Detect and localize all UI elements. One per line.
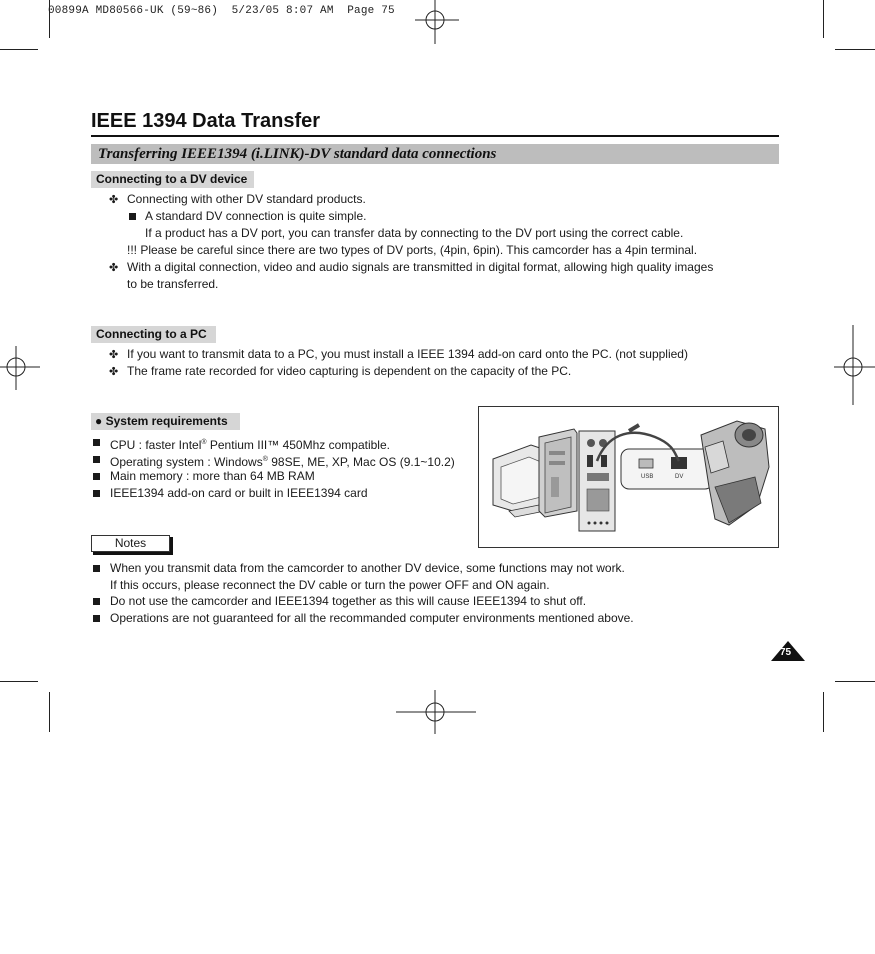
print-slug: 00899A MD80566-UK (59~86) 5/23/05 8:07 AM Page 75 [48,5,395,17]
cross-bullet-icon: ✤ [109,366,119,378]
note-line: If this occurs, please reconnect the DV cable or turn the power OFF and ON again. [110,578,550,592]
crop-mark [835,681,875,682]
text-line: With a digital connection, video and audio signals are transmitted in digital format, allowing high quality images [127,260,714,274]
text-line: to be transferred. [127,277,219,291]
pc-tower-icon [539,429,577,517]
circle-bullet-icon: ● [95,414,103,428]
square-bullet-icon [93,473,100,480]
section-label-dv: Connecting to a DV device [91,171,254,188]
cross-bullet-icon: ✤ [109,194,119,206]
crop-mark [49,692,50,732]
square-bullet-icon [93,456,100,463]
square-bullet-icon [93,615,100,622]
square-bullet-icon [93,439,100,446]
connection-illustration [478,406,779,548]
cross-bullet-icon: ✤ [109,262,119,274]
page-title: IEEE 1394 Data Transfer [91,110,321,132]
text-line: If a product has a DV port, you can transfer data by connecting to the DV port using the correct cable. [145,226,684,240]
port-callout-icon [621,449,713,489]
crop-mark [835,49,875,50]
requirement-memory: Main memory : more than 64 MB RAM [110,469,315,483]
section-label-text: System requirements [105,414,228,428]
rear-panel-icon [579,431,615,531]
text-line: Connecting with other DV standard products. [127,192,366,206]
crop-mark [823,0,824,38]
title-rule [91,135,779,137]
registration-mark-icon [415,0,459,44]
requirement-os: Operating system : Windows® 98SE, ME, XP, Mac OS (9.1~10.2) [110,455,455,469]
text-line: The frame rate recorded for video capturing is dependent on the capacity of the PC. [127,364,572,378]
usb-port-label: USB [641,474,654,480]
square-bullet-icon [93,490,100,497]
registration-mark-icon [834,325,875,405]
crop-mark [0,681,38,682]
registration-mark-icon [396,690,476,734]
section-label-pc: Connecting to a PC [91,326,216,343]
subtitle: Transferring IEEE1394 (i.LINK)-DV standard data connections [98,146,497,162]
page-number: 75 [780,647,792,658]
text-line: !!! Please be careful since there are two types of DV ports, (4pin, 6pin). This camcorder has a 4pin terminal. [127,243,698,257]
square-bullet-icon [129,213,136,220]
notes-label: Notes [91,535,170,552]
requirement-card: IEEE1394 add-on card or built in IEEE1394 card [110,486,368,500]
dv-port-label: DV [675,474,684,480]
square-bullet-icon [93,598,100,605]
section-label-sysreq [91,413,240,430]
text-line: If you want to transmit data to a PC, you must install a IEEE 1394 add-on card onto the PC. (not supplied) [127,347,688,361]
pc-camcorder-drawing [479,407,778,547]
text-line: A standard DV connection is quite simple. [145,209,367,223]
note-line: When you transmit data from the camcorder to another DV device, some functions may not work. [110,561,625,575]
requirement-cpu: CPU : faster Intel® Pentium III™ 450Mhz compatible. [110,438,390,452]
camcorder-icon [701,421,769,525]
registration-mark-icon [0,346,40,390]
crop-mark [0,49,38,50]
note-line: Operations are not guaranteed for all the recommanded computer environments mentioned above. [110,611,634,625]
cross-bullet-icon: ✤ [109,349,119,361]
square-bullet-icon [93,565,100,572]
crop-mark [823,692,824,732]
note-line: Do not use the camcorder and IEEE1394 together as this will cause IEEE1394 to shut off. [110,594,587,608]
